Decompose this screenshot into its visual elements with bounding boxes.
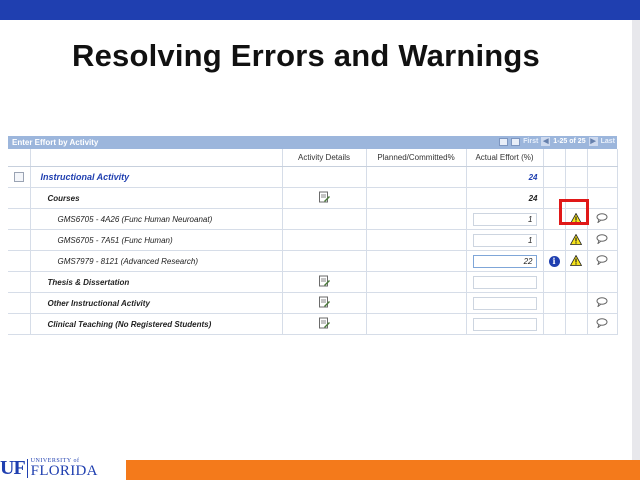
document-icon[interactable] [318, 317, 330, 331]
comment-icon[interactable] [596, 318, 608, 330]
warning-icon[interactable] [570, 234, 582, 247]
grid-pager [499, 137, 615, 146]
pager-last-link[interactable]: Last [600, 138, 615, 145]
pager-first-link[interactable]: First [523, 138, 539, 145]
effort-table [8, 149, 618, 335]
logo-divider [27, 459, 28, 478]
document-icon[interactable] [318, 296, 330, 310]
col-planned-committed: Planned/Committed% [366, 149, 466, 167]
right-edge-strip [632, 20, 640, 460]
grid-title: Enter Effort by Activity [12, 138, 99, 147]
top-blue-bar [0, 0, 640, 20]
table-row [8, 230, 617, 251]
actual-effort-value: 24 [466, 167, 543, 188]
grid-header [8, 136, 617, 149]
actual-effort-input[interactable]: 1 [473, 234, 537, 247]
comment-icon[interactable] [596, 213, 608, 225]
actual-effort-value: 24 [466, 188, 543, 209]
col-activity-details: Activity Details [282, 149, 366, 167]
row-label: GMS6705 - 7A51 (Func Human) [30, 230, 282, 251]
logo-florida: FLORIDA [30, 462, 98, 479]
actual-effort-input[interactable]: 22 [473, 255, 537, 268]
customize-icon[interactable] [499, 138, 508, 146]
actual-effort-input[interactable] [473, 276, 537, 289]
effort-grid [8, 136, 617, 335]
row-label[interactable]: Instructional Activity [30, 167, 282, 188]
table-row [8, 293, 617, 314]
info-icon[interactable]: i [549, 256, 560, 267]
slide-title: Resolving Errors and Warnings [71, 38, 540, 73]
logo-university: UNIVERSITY of [30, 457, 80, 464]
row-label: GMS7979 - 8121 (Advanced Research) [30, 251, 282, 272]
row-label: Other Instructional Activity [30, 293, 282, 314]
actual-effort-input[interactable] [473, 297, 537, 310]
grid-view-icon[interactable] [511, 138, 520, 146]
col-actual-effort: Actual Effort (%) [466, 149, 543, 167]
table-row [8, 209, 617, 230]
pager-range: 1-25 of 25 [553, 138, 586, 145]
actual-effort-input[interactable] [473, 318, 537, 331]
row-label: Courses [30, 188, 282, 209]
warning-highlight-box [559, 199, 589, 225]
table-row [8, 272, 617, 293]
next-page-icon[interactable]: ▶ [590, 138, 596, 145]
row-label: Thesis & Dissertation [30, 272, 282, 293]
footer-orange-bar [126, 460, 640, 480]
row-checkbox[interactable] [14, 172, 24, 182]
table-row [8, 251, 617, 272]
row-label: GMS6705 - 4A26 (Func Human Neuroanat) [30, 209, 282, 230]
logo-uf: UF [0, 456, 25, 479]
prev-page-icon[interactable]: ◀ [543, 138, 549, 145]
table-header-row [8, 149, 617, 167]
uf-logo [0, 456, 98, 480]
table-row [8, 188, 617, 209]
comment-icon[interactable] [596, 255, 608, 267]
comment-icon[interactable] [596, 297, 608, 309]
document-icon[interactable] [318, 191, 330, 205]
warning-icon[interactable] [570, 255, 582, 268]
table-row [8, 314, 617, 335]
actual-effort-input[interactable]: 1 [473, 213, 537, 226]
table-row [8, 167, 617, 188]
comment-icon[interactable] [596, 234, 608, 246]
row-label: Clinical Teaching (No Registered Students) [30, 314, 282, 335]
document-icon[interactable] [318, 275, 330, 289]
